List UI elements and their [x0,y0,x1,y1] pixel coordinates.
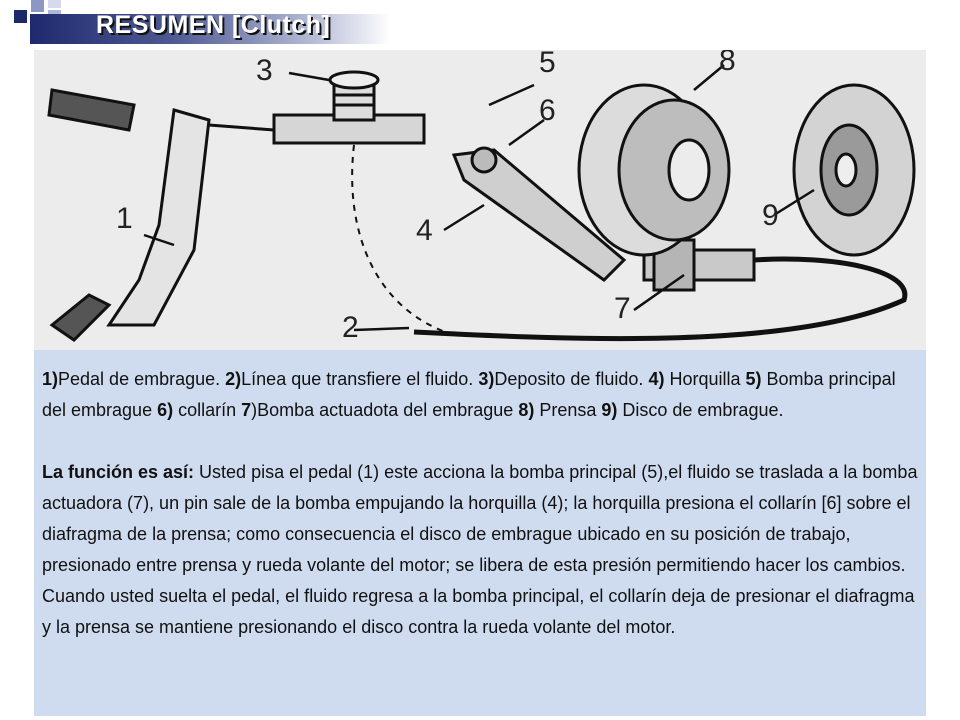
slide-title: RESUMEN [Clutch] [96,11,331,39]
legend-num: 6) [157,400,174,420]
clutch-disc-drawing [794,85,914,255]
callout-7: 7 [614,292,631,325]
callout-5: 5 [539,50,556,79]
legend-text: Pedal de embrague. [58,369,226,389]
callout-1: 1 [116,202,133,235]
legend-text: collarín [173,400,242,420]
legend-text: Deposito de fluido. [494,369,649,389]
legend-num: 9) [601,400,618,420]
function-paragraph [42,457,918,643]
legend-num: 1) [42,369,59,389]
legend-num: 3) [478,369,495,389]
clutch-diagram [34,50,926,350]
description-panel [34,350,926,716]
legend-num: 5) [745,369,762,389]
callout-6: 6 [539,94,556,127]
legend-text: Línea que transfiere el fluido. [241,369,479,389]
corner-square-pale-2 [48,0,61,8]
legend-num: 2) [225,369,242,389]
function-body: Usted pisa el pedal (1) este acciona la bomba principal (5),el fluido se traslada a la bomba actuadora (7), un pin sale de la bomba empujando la horquilla (4); la horquilla presiona el collarín [6] sobre el diafragma de la prensa; como consecuencia el disco de embrague ubicado en su posición de trabajo, presionado entre prensa y rueda volante del motor; se libera de esta presión permitiendo hacer los cambios. Cuando usted suelta el pedal, el fluido regresa a la bomba principal, el collarín deja de presionar el diafragma y la prensa se mantiene presionando el disco contra la rueda volante del motor. [42,462,918,637]
legend-num: 4) [648,369,665,389]
paragraph-gap [42,426,918,457]
callout-3: 3 [256,54,273,87]
function-lead: La función es así: [42,462,195,482]
callout-9: 9 [762,199,779,232]
legend-text: Disco de embrague. [617,400,784,420]
legend-text: Prensa [534,400,602,420]
corner-square-light [31,0,44,12]
legend-text: )Bomba actuadota del embrague [251,400,519,420]
callout-8: 8 [719,50,736,77]
callout-4: 4 [416,214,433,247]
legend-text: Bomba principal del embrague [42,369,896,420]
legend-text: Horquilla [664,369,746,389]
legend-num: 8) [518,400,535,420]
corner-square-dark [14,10,27,23]
callout-2: 2 [342,311,359,344]
legend-num: 7 [241,400,252,420]
parts-legend [42,364,918,426]
